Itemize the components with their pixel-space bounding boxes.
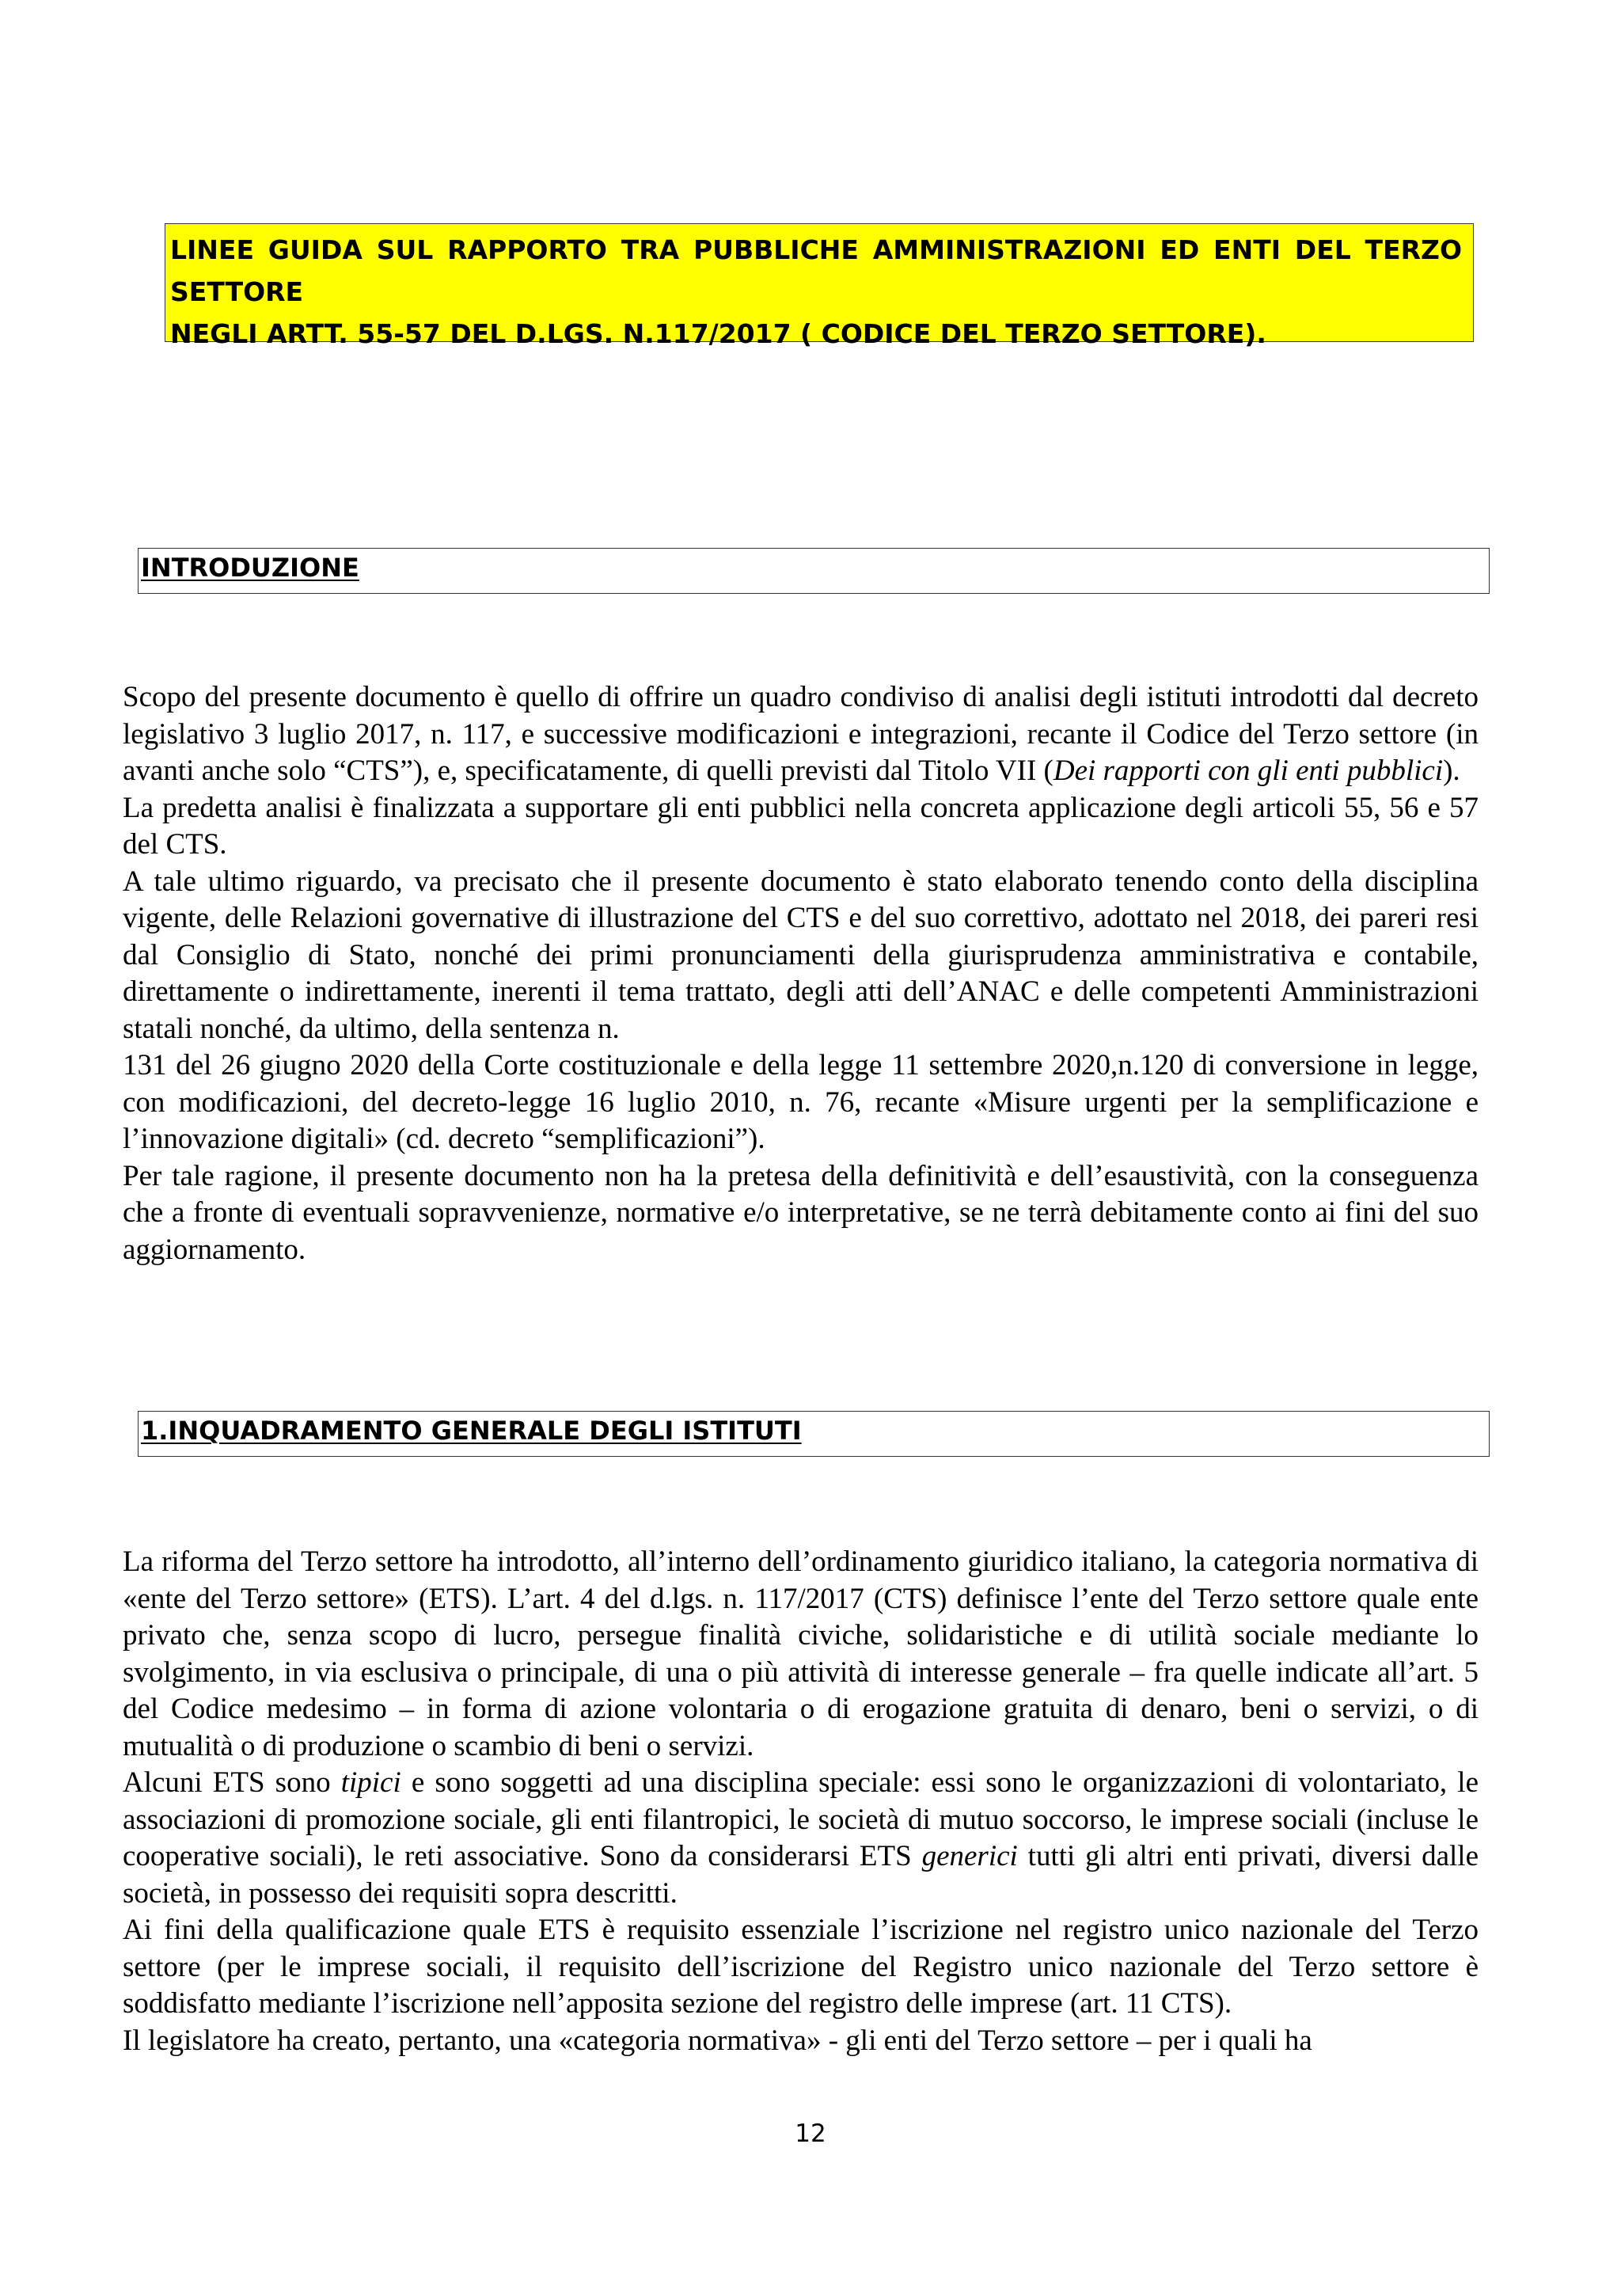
section1-paragraph-2: Alcuni ETS sono tipici e sono soggetti ad una disciplina speciale: essi sono le organizzazioni di volontariato, le associazioni di promozione sociale, gli enti filantropici, le società di mutuo soccorso, le imprese sociali (incluse le cooperative sociali), le reti associative. Sono da considerarsi ETS generici tutti gli altri enti privati, diversi dalle società, in possesso dei requisiti sopra descritti.	[123, 1766, 1479, 1910]
intro-heading: INTRODUZIONE	[141, 553, 359, 583]
section1-heading-box	[138, 1411, 1490, 1457]
section1-paragraph-3: Ai fini della qualificazione quale ETS è requisito essenziale l’iscrizione nel registro unico nazionale del Terzo settore (per le imprese sociali, il requisito dell’iscrizione del Registro unico nazionale del Terzo settore è soddisfatto mediante l’iscrizione nell’apposita sezione del registro delle imprese (art. 11 CTS).	[123, 1914, 1479, 2020]
intro-paragraph-2: La predetta analisi è finalizzata a supportare gli enti pubblici nella concreta applicazione degli articoli 55, 56 e 57 del CTS.	[123, 791, 1479, 861]
section1-heading: 1.INQUADRAMENTO GENERALE DEGLI ISTITUTI	[141, 1416, 802, 1446]
document-title	[170, 229, 1462, 355]
section1-body	[123, 1544, 1479, 2059]
intro-body	[123, 679, 1479, 1268]
page-number: 12	[795, 2119, 826, 2148]
intro-heading-box	[138, 548, 1490, 594]
italic-generici: generici	[921, 1840, 1018, 1872]
intro-paragraph-4: 131 del 26 giugno 2020 della Corte costituzionale e della legge 11 settembre 2020,n.120 di conversione in legge, con modificazioni, del decreto-legge 16 luglio 2010, n. 76, recante «Misure urgenti per la semplificazione e l’innovazione digitali» (cd. decreto “semplificazioni”).	[123, 1049, 1479, 1155]
intro-paragraph-1: Scopo del presente documento è quello di offrire un quadro condiviso di analisi degli istituti introdotti dal decreto legislativo 3 luglio 2017, n. 117, e successive modificazioni e integrazioni, recante il Codice del Terzo settore (in avanti anche solo “CTS”), e, specificatamente, di quelli previsti dal Titolo VII (Dei rapporti con gli enti pubblici).	[123, 681, 1479, 787]
intro-italic-title: Dei rapporti con gli enti pubblici	[1053, 755, 1444, 787]
italic-tipici: tipici	[340, 1766, 401, 1799]
document-title-box	[165, 223, 1474, 349]
title-line-1: LINEE GUIDA SUL RAPPORTO TRA PUBBLICHE AMMINISTRAZIONI ED ENTI DEL TERZO SETTORE	[170, 234, 1462, 307]
title-line-2: NEGLI ARTT. 55-57 DEL D.LGS. N.117/2017 ( CODICE DEL TERZO SETTORE).	[170, 318, 1266, 349]
intro-paragraph-5: Per tale ragione, il presente documento non ha la pretesa della definitività e dell’esaustività, con la conseguenza che a fronte di eventuali sopravvenienze, normative e/o interpretative, se ne terrà debitamente conto ai fini del suo aggiornamento.	[123, 1159, 1479, 1266]
section1-paragraph-1: La riforma del Terzo settore ha introdotto, all’interno dell’ordinamento giuridico italiano, la categoria normativa di «ente del Terzo settore» (ETS). L’art. 4 del d.lgs. n. 117/2017 (CTS) definisce l’ente del Terzo settore quale ente privato che, senza scopo di lucro, persegue finalità civiche, solidaristiche e di utilità sociale mediante lo svolgimento, in via esclusiva o principale, di una o più attività di interesse generale – fra quelle indicate all’art. 5 del Codice medesimo – in forma di azione volontaria o di erogazione gratuita di denaro, beni o servizi, o di mutualità o di produzione o scambio di beni o servizi.	[123, 1545, 1479, 1762]
intro-paragraph-3: A tale ultimo riguardo, va precisato che il presente documento è stato elaborato tenendo conto della disciplina vigente, delle Relazioni governative di illustrazione del CTS e del suo correttivo, adottato nel 2018, dei pareri resi dal Consiglio di Stato, nonché dei primi pronunciamenti della giurisprudenza amministrativa e contabile, direttamente o indirettamente, inerenti il tema trattato, degli atti dell’ANAC e delle competenti Amministrazioni statali nonché, da ultimo, della sentenza n.	[123, 865, 1479, 1045]
section1-paragraph-4: Il legislatore ha creato, pertanto, una «categoria normativa» - gli enti del Terzo settore – per i quali ha	[123, 2024, 1312, 2057]
